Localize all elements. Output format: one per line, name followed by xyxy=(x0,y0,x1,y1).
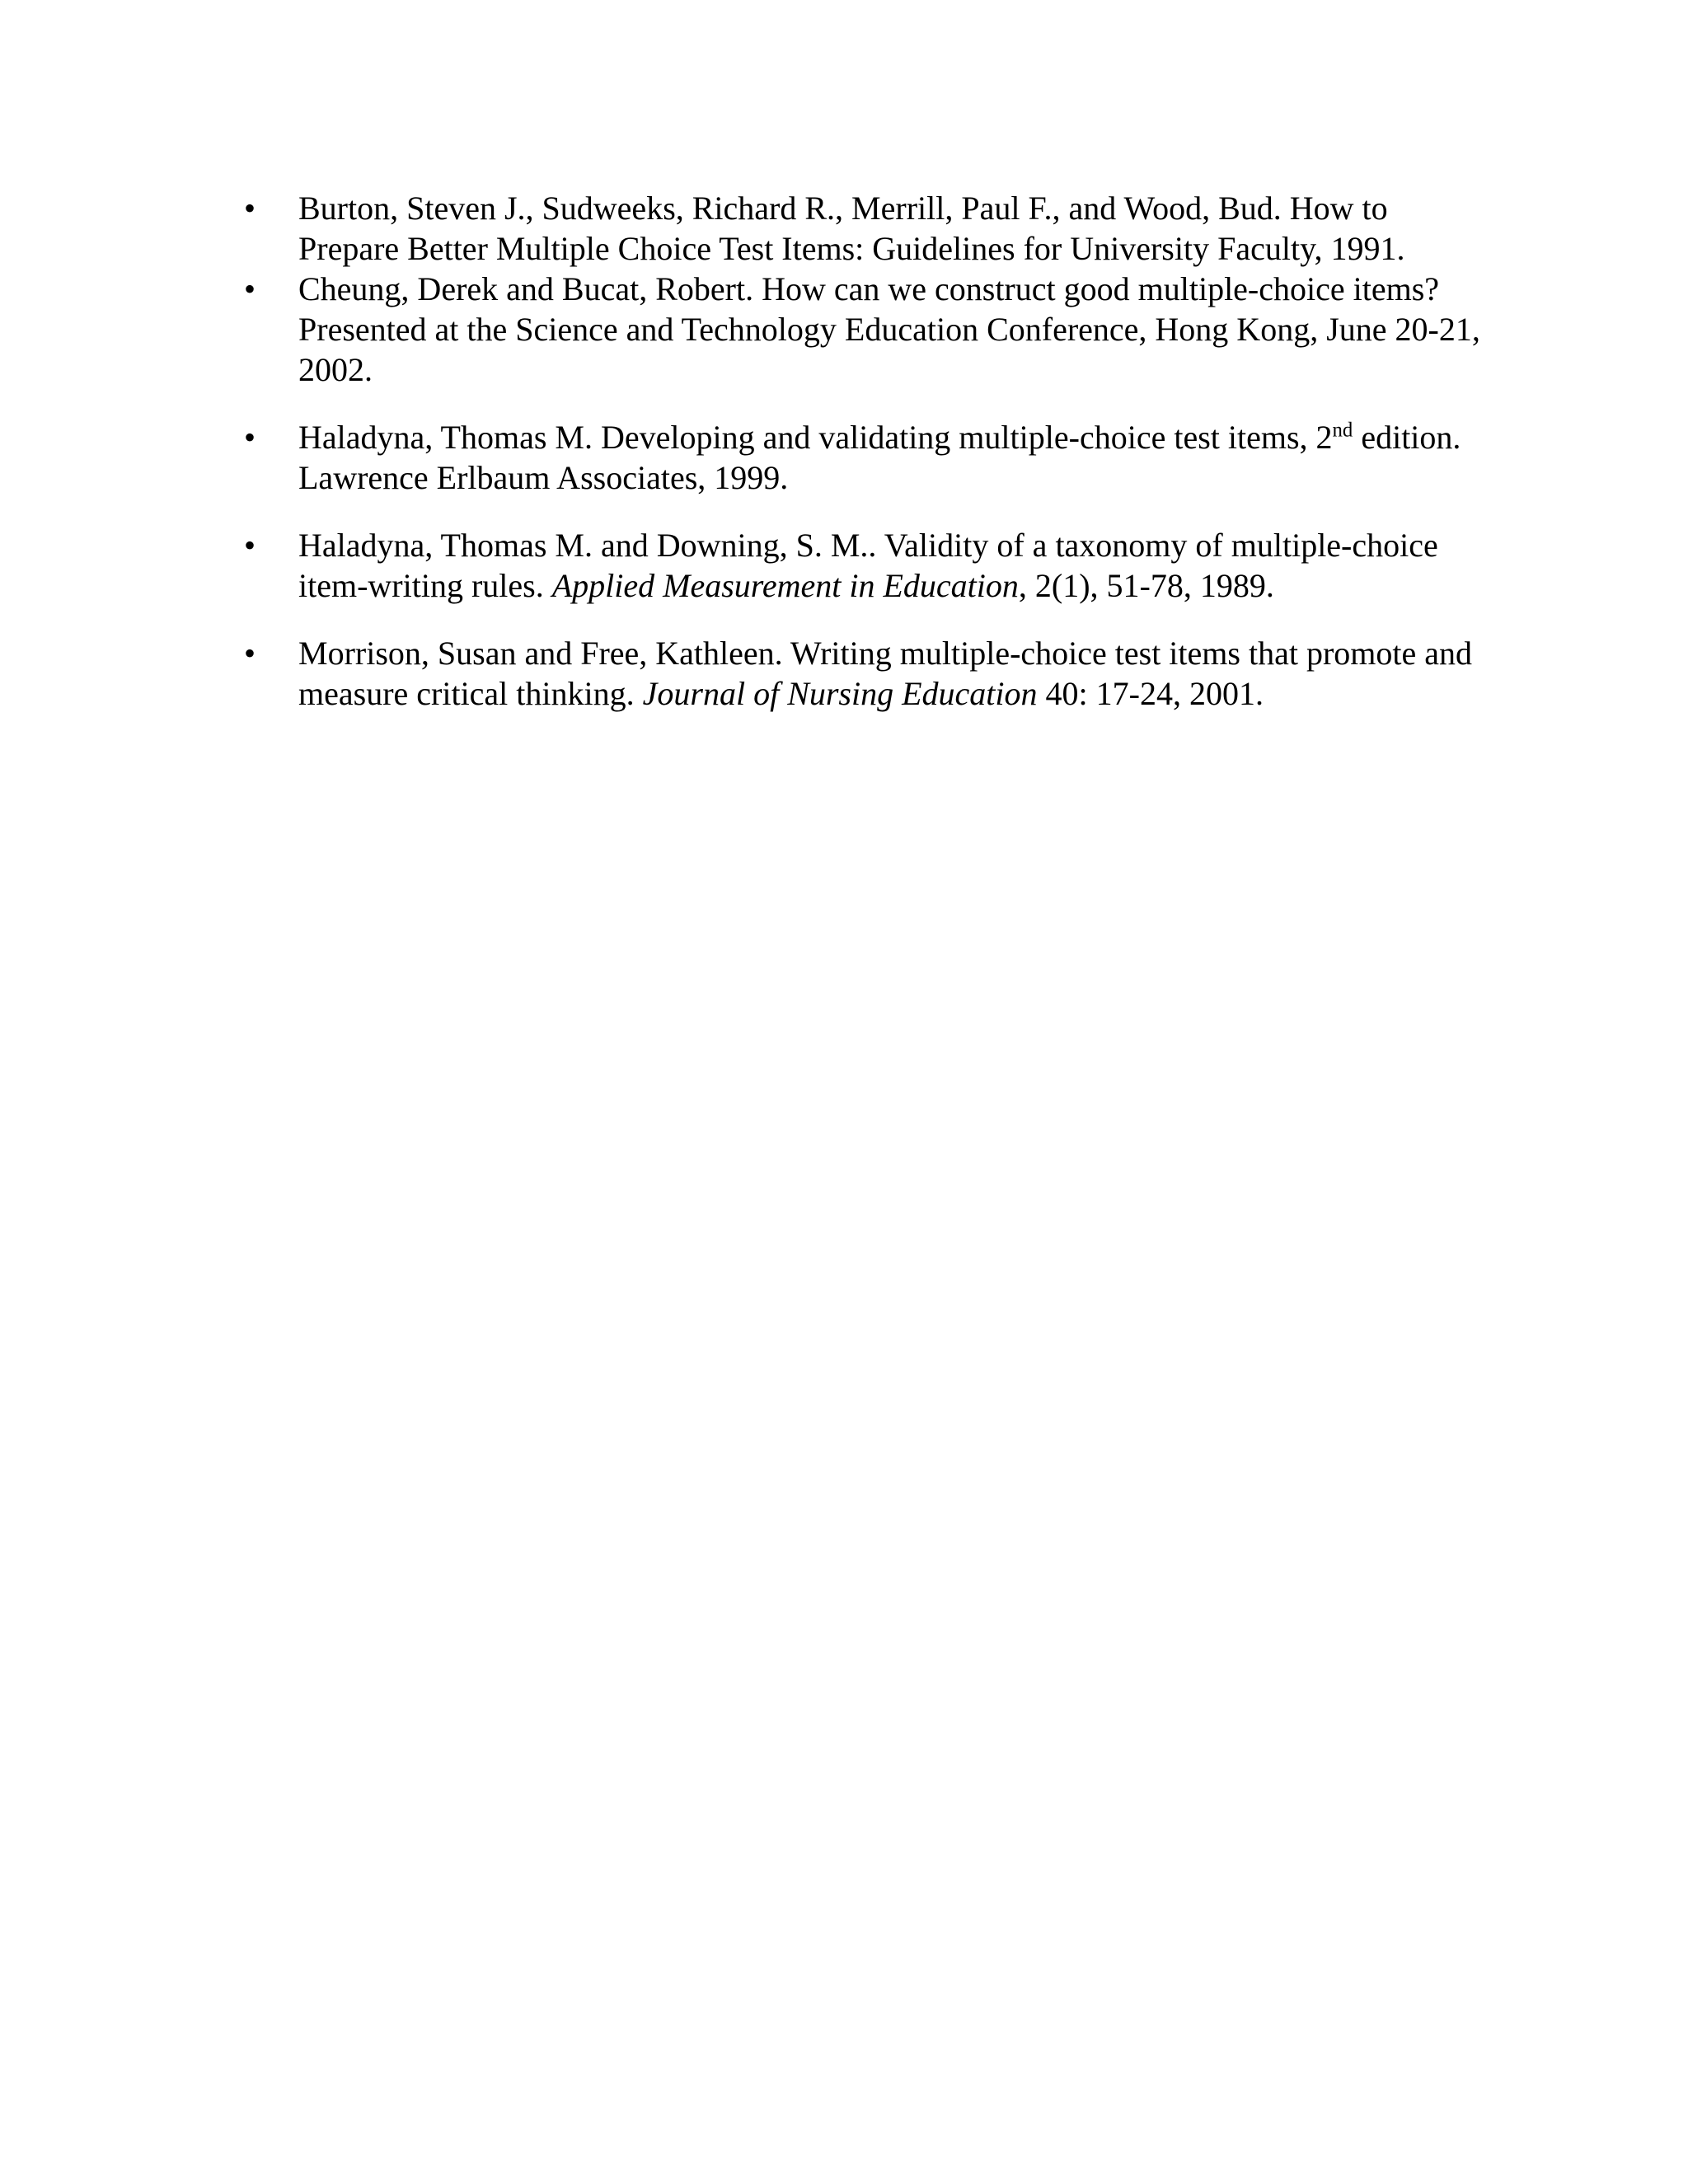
reference-text xyxy=(298,527,1438,604)
reference-text-run: Morrison, Susan and Free, Kathleen. Writing multiple-choice test items that promote and measure critical thinking. xyxy=(298,635,1473,712)
bullet-icon: • xyxy=(244,419,256,456)
reference-item xyxy=(219,417,1489,498)
reference-item xyxy=(219,188,1489,269)
reference-text-run: Cheung, Derek and Bucat, Robert. How can we construct good multiple-choice items? Presented at the Science and Technology Education Conference, Hong Kong, June 20-21, 2002. xyxy=(298,270,1480,388)
reference-item xyxy=(219,525,1489,606)
reference-text-run: edition. Lawrence Erlbaum Associates, 1999. xyxy=(298,419,1461,496)
reference-text-run: Haladyna, Thomas M. and Downing, S. M.. Validity of a taxonomy of multiple-choice item-writing rules. xyxy=(298,527,1438,604)
reference-item xyxy=(219,633,1489,714)
ordinal-superscript: nd xyxy=(1332,419,1353,442)
bullet-icon: • xyxy=(244,270,256,307)
bullet-icon: • xyxy=(244,635,256,672)
reference-text-run: Haladyna, Thomas M. Developing and validating multiple-choice test items, 2 xyxy=(298,419,1333,456)
reference-text xyxy=(298,190,1404,267)
reference-title-italic: Applied Measurement in Education xyxy=(551,567,1019,604)
references-section xyxy=(219,188,1489,714)
reference-list xyxy=(219,188,1489,714)
reference-text-run: , 2(1), 51-78, 1989. xyxy=(1018,567,1274,604)
reference-text xyxy=(298,270,1480,388)
reference-text-run: Burton, Steven J., Sudweeks, Richard R., Merrill, Paul F., and Wood, Bud. How to Prepare Better Multiple Choice Test Items: Guidelines for University Faculty, 1991. xyxy=(298,190,1405,267)
reference-title-italic: Journal of Nursing Education xyxy=(642,675,1038,712)
reference-text-run: 40: 17-24, 2001. xyxy=(1037,675,1264,712)
bullet-icon: • xyxy=(244,527,256,564)
reference-text xyxy=(298,419,1461,496)
reference-item xyxy=(219,269,1489,390)
reference-text xyxy=(298,635,1472,712)
bullet-icon: • xyxy=(244,190,256,227)
